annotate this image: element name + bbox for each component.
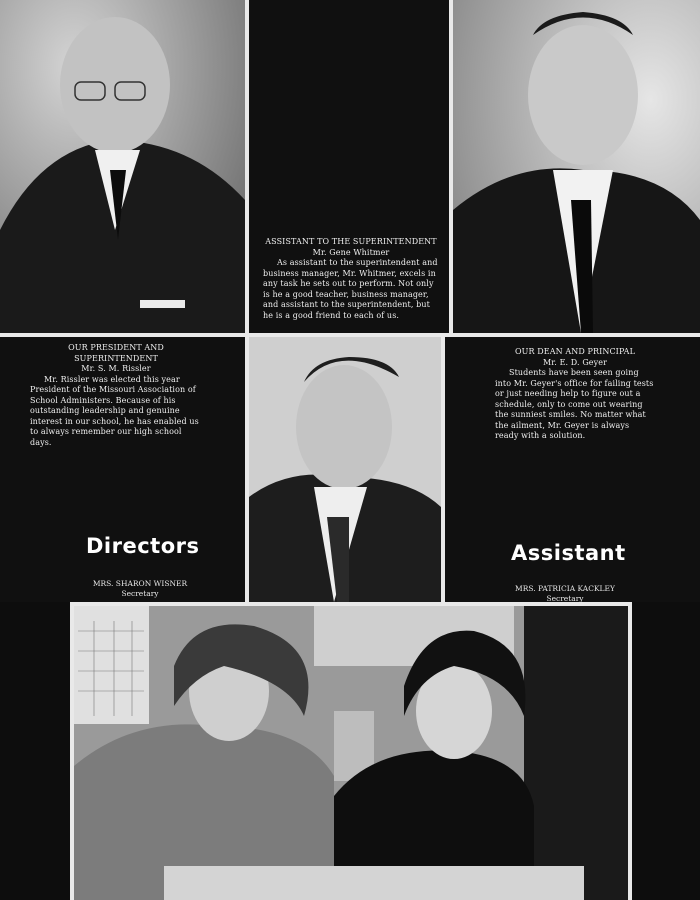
rissler-heading: OUR PRESIDENT AND SUPERINTENDENT (68, 343, 164, 363)
assistant-secretary-caption (475, 584, 655, 602)
whitmer-heading: ASSISTANT TO THE SUPERINTENDENT (265, 237, 437, 246)
rissler-name: Mr. S. M. Rissler (81, 364, 151, 373)
whitmer-text-panel (249, 0, 449, 333)
whitmer-name: Mr. Gene Whitmer (312, 247, 390, 257)
whitmer-description: As assistant to the superintendent and business manager, Mr. Whitmer, excels in any task he sets out to perform. Not only is he a good teacher, business manager, and assistant to the superintendent, but he is a good friend to each of us. (263, 258, 438, 320)
directors-title: Directors (86, 534, 200, 558)
assistant-secretary-name: MRS. PATRICIA KACKLEY (515, 584, 615, 593)
geyer-description: Students have been seen going into Mr. Geyer's office for failing tests or just needing help to figure out a schedule, only to come out wearing the sunniest smiles. No matter what the ailment, Mr. Geyer is always ready with a solution. (495, 368, 654, 440)
directors-secretary-caption (50, 579, 230, 599)
assistant-secretary-role: Secretary (546, 594, 584, 602)
rissler-description: Mr. Rissler was elected this year President of the Missouri Association of School Administers. Because of his outstanding leadership and genuine interest in our school, he has enabled us to always remember our high school days. (30, 374, 199, 447)
secretaries-photo (74, 606, 628, 900)
geyer-name: Mr. E. D. Geyer (542, 357, 608, 367)
geyer-portrait-photo (249, 337, 441, 602)
geyer-heading: OUR DEAN AND PRINCIPAL (515, 347, 635, 356)
col-separator-right (449, 0, 453, 337)
geyer-text-panel (445, 337, 700, 602)
assistant-title: Assistant (511, 541, 626, 565)
directors-secretary-role: Secretary (121, 589, 159, 598)
rissler-text-panel (0, 337, 245, 602)
rissler-portrait-photo (0, 0, 245, 333)
whitmer-portrait-photo (453, 0, 700, 333)
directors-secretary-name: MRS. SHARON WISNER (92, 579, 188, 588)
